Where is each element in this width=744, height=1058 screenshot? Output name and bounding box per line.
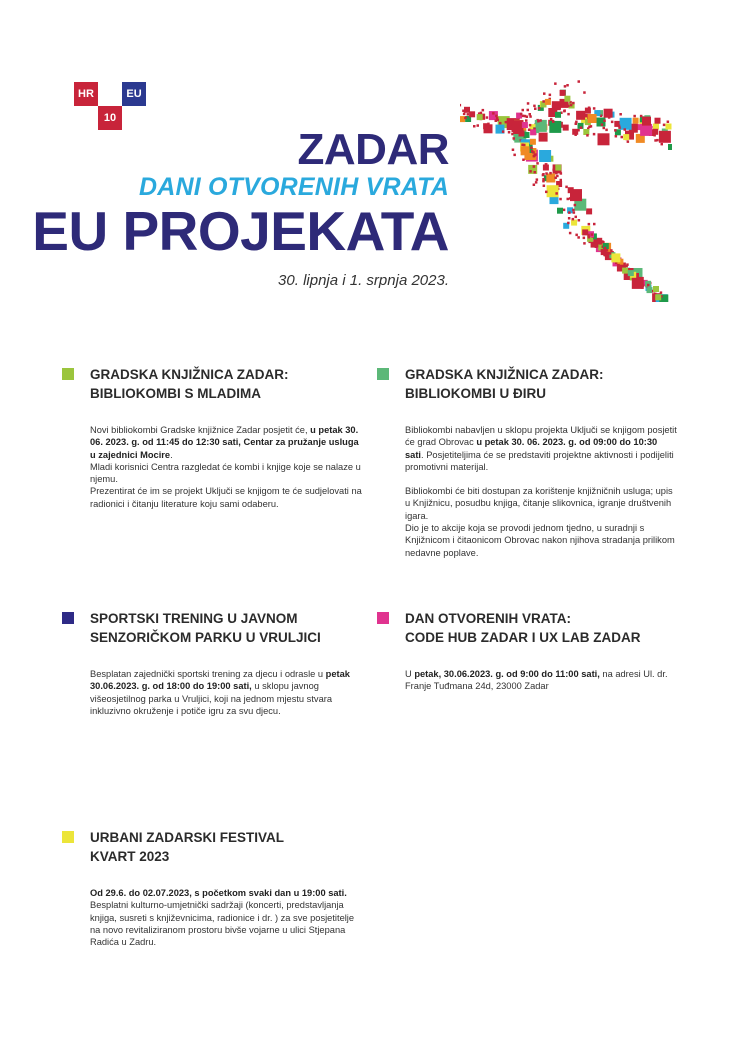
map-mosaic-square [513,154,516,157]
map-mosaic-square [477,114,483,120]
text: Besplatan zajednički sportski trening za djecu i odrasle u [90,669,326,679]
map-mosaic-square [521,146,530,155]
map-mosaic-square [539,133,548,142]
section-title-line: SENZORIČKOM PARKU U VRULJICI [90,630,321,645]
map-mosaic-square [593,107,596,110]
map-mosaic-square [530,147,533,150]
map-mosaic-square [549,121,561,133]
map-mosaic-square [554,82,557,85]
map-mosaic-square [623,134,629,140]
map-mosaic-square [547,185,559,197]
map-mosaic-square [534,154,537,157]
map-mosaic-square [525,119,528,122]
map-mosaic-square [492,112,495,115]
section-title-line: KVART 2023 [90,849,170,864]
map-mosaic-square [543,185,546,188]
map-mosaic-square [528,129,531,132]
bold-text: u petak 30. 06. 2023. g. od 09:00 do 10:30 sati [405,437,658,460]
bold-text: petak, 30.06.2023. g. od 9:00 do 11:00 sati, [414,669,600,679]
map-mosaic-square [621,136,624,139]
map-mosaic-square [577,236,580,239]
map-mosaic-square [563,209,566,212]
map-mosaic-square [560,172,563,175]
map-mosaic-square [604,247,607,250]
text: Bibliokombi nabavljen u sklopu projekta Uključi se knjigom posjetit će grad Obrovac [405,425,677,448]
map-mosaic-square [545,191,548,194]
map-mosaic-square [574,204,577,207]
map-mosaic-square [653,134,656,137]
hr-eu-10-logo [74,82,148,130]
map-mosaic-square [484,124,493,133]
map-mosaic-square [513,137,516,140]
map-mosaic-square [655,294,661,300]
bold-text: Od 29.6. do 02.07.2023, s početkom svaki dan u 19:00 sati. [90,888,347,898]
event-title: EU PROJEKATA [32,200,449,262]
map-mosaic-square [565,186,568,189]
text: . [170,449,173,460]
map-mosaic-square [666,124,672,130]
map-mosaic-square [464,107,470,113]
map-mosaic-square [552,120,555,123]
map-mosaic-square [566,84,569,87]
map-mosaic-square [495,115,498,118]
map-mosaic-square [513,128,519,134]
map-mosaic-square [564,85,567,88]
map-mosaic-square [576,111,585,120]
map-mosaic-square [653,124,659,130]
map-mosaic-square [555,112,561,118]
map-mosaic-square [588,223,591,226]
paragraph: Prezentirat će im se projekt Uključi se knjigom te će sudjelovati na radionici i čitanju literature koju sami odaberu. [90,486,362,509]
map-mosaic-square [569,232,572,235]
section-bibliokombi-s-mladima [62,365,362,510]
map-mosaic-square [588,236,591,239]
map-mosaic-square [572,129,578,135]
paragraph: Bibliokombi će biti dostupan za korištenje knjižničnih usluga; upis u Knjižnicu, posudbu knjiga, čitanje slikovnica, igranje društvenih igara. [405,486,673,521]
map-mosaic-square [533,184,536,187]
map-mosaic-square [536,162,539,165]
map-mosaic-square [639,281,642,284]
map-mosaic-square [473,125,476,128]
map-mosaic-square [659,131,671,143]
map-mosaic-square [559,198,562,201]
map-mosaic-square [667,121,670,124]
map-mosaic-square [661,143,664,146]
map-mosaic-square [529,115,532,118]
map-mosaic-square [603,253,606,256]
map-mosaic-square [567,198,570,201]
map-mosaic-square [533,165,536,168]
map-mosaic-square [668,144,672,150]
paragraph: Dio je to akcije koja se provodi jednom tjedno, u suradnji s Knjižnicom i čitaonicom Obrovac nakon njihova stradanja prilikom nedavne poplave. [405,523,675,558]
map-mosaic-square [600,238,603,241]
paragraph [90,424,362,461]
map-mosaic-square [618,126,621,128]
map-mosaic-square [620,118,632,130]
map-mosaic-square [542,100,545,103]
map-mosaic-square [568,217,571,220]
map-mosaic-square [545,163,548,166]
map-mosaic-square [640,124,652,136]
map-mosaic-square [523,144,526,147]
map-mosaic-square [522,109,525,112]
map-mosaic-square [583,237,586,240]
map-mosaic-square [583,91,586,94]
map-mosaic-square [611,253,620,262]
map-mosaic-square [560,179,563,182]
section-title-line: SPORTSKI TRENING U JAVNOM [90,611,298,626]
section-title-line: BIBLIOKOMBI U ĐIRU [405,386,546,401]
map-mosaic-square [580,126,583,128]
section-bullet-square [377,368,389,380]
map-mosaic-square [522,159,525,162]
map-mosaic-square [560,90,566,96]
map-mosaic-square [596,245,599,248]
map-mosaic-square [628,270,634,276]
map-mosaic-square [538,107,541,110]
map-mosaic-square [530,139,536,145]
map-mosaic-square [617,264,620,267]
section-bullet-square [62,831,74,843]
section-body [405,424,677,559]
map-mosaic-square [578,80,581,83]
map-mosaic-square [542,180,545,183]
text: u sklopu javnog višeosjetilnog parka u Vruljici, koji na jednom mjestu stvara inkluzivno okruženje i potiče igru za svu djecu. [90,681,333,716]
map-mosaic-square [632,277,644,289]
map-mosaic-square [546,174,555,183]
map-mosaic-square [482,109,485,112]
map-mosaic-square [554,177,557,180]
section-bullet-square [62,368,74,380]
paragraph: Mladi korisnici Centra razgledat će kombi i knjige koje se nalaze u njemu. [90,461,361,485]
section-title [90,365,289,403]
logo-eu-square: EU [122,82,146,106]
map-mosaic-square [477,124,480,127]
map-mosaic-square [460,104,461,107]
map-mosaic-square [572,218,575,221]
paragraph [405,668,677,693]
map-mosaic-square [583,242,586,245]
map-mosaic-square [593,133,596,136]
map-mosaic-square [653,286,659,292]
map-mosaic-square [567,105,570,108]
map-mosaic-square [570,104,573,107]
map-mosaic-square [530,129,536,135]
map-mosaic-square [555,165,561,171]
map-mosaic-square [588,126,591,129]
map-mosaic-square [582,229,588,235]
map-mosaic-square [534,108,537,111]
map-mosaic-square [545,172,548,175]
section-body [405,668,677,693]
map-mosaic-square [463,113,466,116]
map-mosaic-square [614,129,617,132]
section-bullet-square [377,612,389,624]
section-title-line: URBANI ZADARSKI FESTIVAL [90,830,284,845]
section-body [90,668,362,717]
map-mosaic-square [545,99,551,105]
map-mosaic-square [499,122,502,125]
map-mosaic-square [555,172,558,175]
map-mosaic-square [502,130,505,133]
map-mosaic-square [531,150,534,153]
bold-text: petak 30.06.2023. g. od 18:00 do 19:00 sati, [90,669,350,692]
map-mosaic-square [647,284,650,287]
map-mosaic-square [622,268,628,274]
section-body [90,424,362,510]
text: Novi bibliokombi Gradske knjižnice Zadar posjetit će, [90,425,311,435]
section-kvart-festival [62,828,362,948]
map-mosaic-square [534,171,537,174]
section-title [90,828,284,866]
section-title-line: DAN OTVORENIH VRATA: [405,611,571,626]
title-block [32,125,449,289]
map-mosaic-square [625,265,628,268]
section-title [90,609,321,647]
map-mosaic-square [656,139,659,142]
map-mosaic-square [660,291,663,294]
paragraph [405,424,677,473]
event-date: 30. lipnja i 1. srpnja 2023. [278,272,449,289]
map-mosaic-square [496,117,499,120]
logo-hr-square: HR [74,82,98,106]
map-mosaic-square [603,120,606,123]
map-mosaic-square [605,129,608,132]
map-mosaic-square [568,211,571,214]
section-body [90,887,362,948]
map-mosaic-square [543,92,546,95]
paragraph: Besplatni kulturno-umjetnički sadržaji (koncerti, predstavljanja knjiga, susreti s književnicima, radionice i dr. ) za sve posjetitelje na novo revitaliziranom prostoru bivše vojarne u ulici Stjepana Radića u Zadru. [90,900,355,948]
map-mosaic-square [464,117,467,120]
map-mosaic-square [591,233,594,236]
paragraph [90,668,362,717]
map-mosaic-square [586,134,589,137]
map-mosaic-square [529,170,532,173]
map-mosaic-square [588,114,597,123]
map-mosaic-square [549,94,552,97]
map-mosaic-square [598,133,610,145]
map-mosaic-square [572,102,575,105]
croatia-mosaic-map-icon [460,72,672,302]
map-mosaic-square [609,252,612,255]
section-bibliokombi-u-diru [377,365,677,559]
map-mosaic-square [573,211,576,214]
map-mosaic-square [571,220,577,226]
map-mosaic-square [563,110,566,113]
map-mosaic-square [536,178,539,181]
map-mosaic-square [539,150,551,162]
map-mosaic-square [627,140,630,143]
section-title-line: BIBLIOKOMBI S MLADIMA [90,386,261,401]
map-mosaic-square [519,131,525,137]
map-mosaic-square [517,125,520,128]
map-mosaic-square [599,242,602,245]
city-title: ZADAR [297,125,449,174]
map-mosaic-square [535,181,538,184]
map-mosaic-square [564,96,570,102]
map-mosaic-square [486,116,489,119]
map-mosaic-square [495,120,498,123]
section-title [405,609,641,647]
map-mosaic-square [575,234,578,237]
map-mosaic-square [652,129,658,135]
map-mosaic-square [655,118,661,124]
section-code-hub-ux-lab [377,609,677,693]
map-mosaic-square [555,192,558,195]
map-mosaic-square [604,109,613,118]
logo-10-square: 10 [98,106,122,130]
map-mosaic-square [611,121,614,124]
map-mosaic-square [572,209,575,212]
map-mosaic-square [663,124,666,127]
map-mosaic-square [557,208,563,214]
map-mosaic-square [619,113,622,116]
map-mosaic-square [624,128,627,131]
section-title-line: GRADSKA KNJIŽNICA ZADAR: [405,367,604,382]
map-mosaic-square [632,124,635,127]
section-title [405,365,604,403]
map-mosaic-square [508,131,511,134]
map-mosaic-square [527,102,530,105]
map-mosaic-square [549,172,552,175]
map-mosaic-square [529,124,532,127]
event-subtitle: DANI OTVORENIH VRATA [138,173,449,201]
map-mosaic-square [647,287,653,293]
section-sportski-trening [62,609,362,717]
map-mosaic-square [558,107,561,110]
map-mosaic-square [467,113,470,116]
section-bullet-square [62,612,74,624]
map-mosaic-square [589,211,592,214]
text: . Posjetiteljima će se predstaviti projektne aktivnosti i podijeliti promotivni materijal. [405,449,674,472]
map-mosaic-square [603,127,606,130]
map-mosaic-square [526,116,529,119]
map-mosaic-square [575,123,578,126]
map-mosaic-square [567,222,570,225]
map-mosaic-square [610,249,613,252]
paragraph [90,887,362,899]
section-title-line: CODE HUB ZADAR I UX LAB ZADAR [405,630,641,645]
bold-text: u petak 30. 06. 2023. g. od 11:45 do 12:30 sati, Centar za pružanje usluga u zajednici Mocire [90,425,359,460]
map-mosaic-square [570,189,582,201]
map-mosaic-square [542,174,545,177]
map-mosaic-square [522,122,528,128]
map-mosaic-square [575,216,578,219]
map-mosaic-square [578,219,581,222]
map-mosaic-square [552,169,555,172]
section-title-line: GRADSKA KNJIŽNICA ZADAR: [90,367,289,382]
map-mosaic-square [527,109,530,112]
map-mosaic-square [633,115,636,118]
map-mosaic-square [642,117,651,126]
text: U [405,669,415,679]
map-mosaic-square [567,113,570,116]
map-mosaic-square [537,120,540,123]
map-mosaic-square [533,105,536,108]
text: na adresi Ul. dr. Franje Tuđmana 24d, 23000 Zadar [405,669,668,692]
map-mosaic-square [512,149,515,152]
map-mosaic-square [585,108,591,114]
map-mosaic-square [601,123,604,126]
map-mosaic-square [539,119,542,122]
map-mosaic-square [615,135,618,138]
map-mosaic-square [529,113,532,116]
map-mosaic-square [563,125,569,131]
map-mosaic-square [593,223,596,226]
map-mosaic-square [633,118,639,124]
